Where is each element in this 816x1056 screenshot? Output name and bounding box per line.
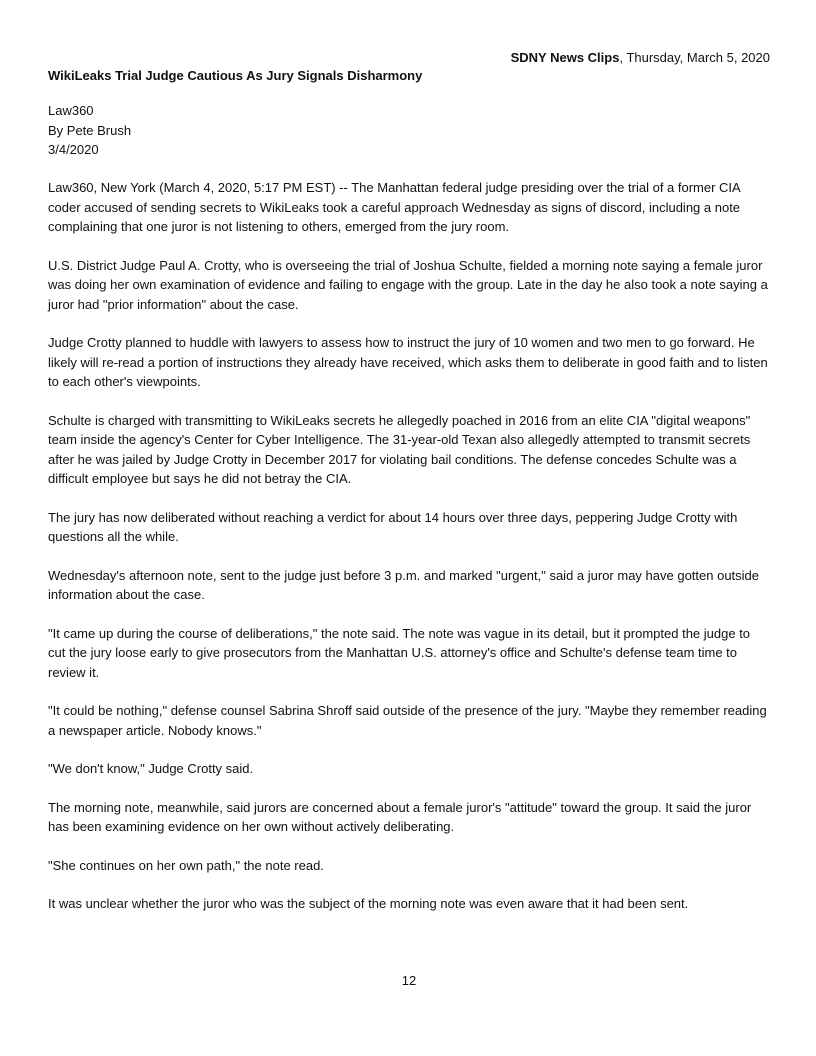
article-paragraph: Judge Crotty planned to huddle with lawyers to assess how to instruct the jury of 10 women and two men to go forward. He likely will re-read a portion of instructions they already have received, which asks them to deliberate in good faith and to listen to each other's viewpoints. — [48, 335, 768, 389]
document-page — [48, 0, 770, 1056]
article-paragraph: Wednesday's afternoon note, sent to the judge just before 3 p.m. and marked "urgent," said a juror may have gotten outside information about the case. — [48, 567, 760, 602]
article-byline: By Pete Brush — [48, 122, 132, 138]
page-number: 12 — [401, 973, 417, 988]
running-header — [511, 49, 770, 67]
publication-name: SDNY News Clips — [510, 50, 620, 65]
article-body — [48, 178, 770, 933]
article-paragraph: The jury has now deliberated without reaching a verdict for about 14 hours over three days, peppering Judge Crotty with questions all the while. — [48, 509, 738, 544]
article-paragraph: U.S. District Judge Paul A. Crotty, who is overseeing the trial of Joshua Schulte, fielded a morning note saying a female juror was doing her own examination of evidence and failing to engage with the group. Late in the day he also took a note saying a juror had "prior information" about the case. — [48, 257, 768, 312]
article-paragraph: "We don't know," Judge Crotty said. — [48, 761, 254, 776]
article-paragraph: Schulte is charged with transmitting to WikiLeaks secrets he allegedly poached in 2016 from an elite CIA "digital weapons" team inside the agency's Center for Cyber Intelligence. The 31-year-old Texan also allegedly attempted to transmit secrets after he was jailed by Judge Crotty in December 2017 for violating bail conditions. The defense concedes Schulte was a difficult employee but says he did not betray the CIA. — [48, 412, 751, 486]
article-paragraph: It was unclear whether the juror who was the subject of the morning note was even aware that it had been sent. — [48, 896, 689, 911]
article-paragraph: "She continues on her own path," the note read. — [48, 857, 324, 873]
article-paragraph: "It came up during the course of deliberations," the note said. The note was vague in its detail, but it prompted the judge to cut the jury loose early to give prosecutors from the Manhattan U.S. attorney's office and Schulte's defense team time to review it. — [48, 625, 751, 680]
article-paragraph: The morning note, meanwhile, said jurors are concerned about a female juror's "attitude" toward the group. It said the juror has been examining evidence on her own without actively deliberating. — [48, 799, 752, 834]
article-paragraph: Law360, New York (March 4, 2020, 5:17 PM EST) -- The Manhattan federal judge presiding over the trial of a former CIA coder accused of sending secrets to WikiLeaks took a careful approach Wednesday as signs of discord, including a note complaining that one juror is not listening to others, emerged from the jury room. — [48, 180, 741, 234]
article-date: 3/4/2020 — [48, 142, 99, 157]
article-meta — [48, 101, 131, 160]
header-date: , Thursday, March 5, 2020 — [619, 50, 770, 65]
article-headline: WikiLeaks Trial Judge Cautious As Jury Signals Disharmony — [48, 68, 423, 83]
article-paragraph: "It could be nothing," defense counsel Sabrina Shroff said outside of the presence of the jury. "Maybe they remember reading a newspaper article. Nobody knows." — [48, 703, 767, 738]
article-source: Law360 — [48, 103, 94, 118]
